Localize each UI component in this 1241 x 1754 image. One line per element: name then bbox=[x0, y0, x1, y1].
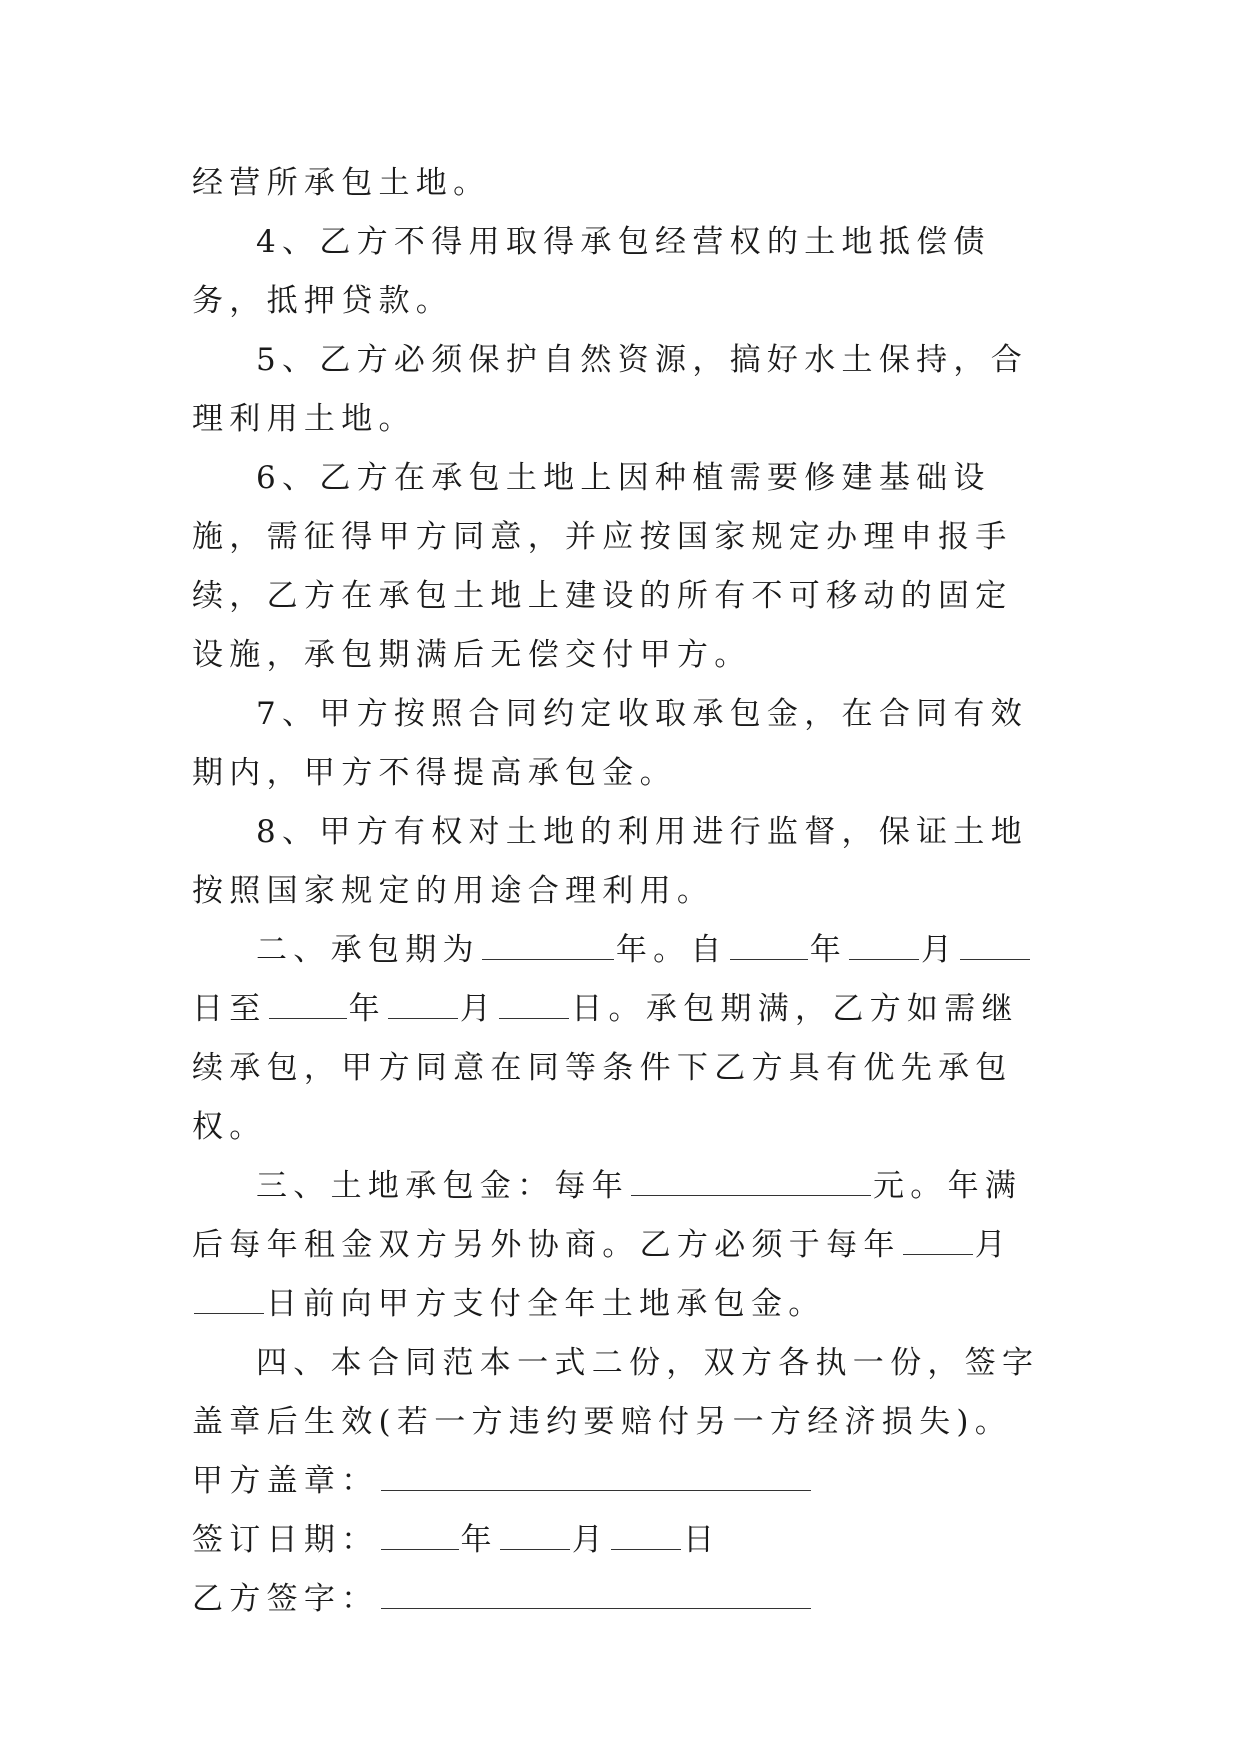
sign-month-text: 月 bbox=[571, 1522, 610, 1558]
start-month-blank[interactable] bbox=[849, 931, 919, 960]
party-b-sign-line bbox=[192, 1570, 1048, 1629]
clause-7: 7、甲方按照合同约定收取承包金，在合同有效期内，甲方不得提高承包金。 bbox=[192, 696, 1029, 791]
party-b-sign-blank[interactable] bbox=[381, 1580, 811, 1609]
sign-year-blank[interactable] bbox=[381, 1521, 459, 1550]
section-2-prefix: 二、承包期为 bbox=[256, 932, 480, 968]
section-3-tail: 日前向甲方支付全年土地承包金。 bbox=[266, 1286, 826, 1322]
party-a-seal-line bbox=[192, 1452, 1048, 1511]
paragraph-continuation: 经营所承包土地。 bbox=[192, 165, 491, 201]
section-2-term bbox=[192, 921, 1048, 1157]
section-2-month-text: 月 bbox=[921, 932, 959, 968]
clause-5: 5、乙方必须保护自然资源，搞好水土保持，合理利用土地。 bbox=[192, 342, 1029, 437]
section-2-tail: 日。承包期满，乙方如需继续承包，甲方同意在同等条件下乙方具有优先承包权。 bbox=[192, 991, 1019, 1145]
start-year-blank[interactable] bbox=[730, 931, 808, 960]
payment-day-blank[interactable] bbox=[194, 1285, 264, 1314]
end-year-blank[interactable] bbox=[269, 990, 347, 1019]
section-3-mid: 元。年满后每年租金双方另外协商。乙方必须于每年 bbox=[192, 1168, 1023, 1263]
sign-date-line bbox=[192, 1511, 1048, 1570]
party-a-seal-label: 甲方盖章： bbox=[192, 1463, 379, 1499]
start-day-blank[interactable] bbox=[960, 931, 1030, 960]
section-3-prefix: 三、土地承包金：每年 bbox=[256, 1168, 629, 1204]
sign-date-label: 签订日期： bbox=[192, 1522, 379, 1558]
party-a-seal-blank[interactable] bbox=[381, 1462, 811, 1491]
annual-fee-blank[interactable] bbox=[631, 1167, 871, 1196]
section-2-year2-text: 年 bbox=[809, 932, 848, 968]
sign-month-blank[interactable] bbox=[500, 1521, 570, 1550]
clause-8: 8、甲方有权对土地的利用进行监督，保证土地按照国家规定的用途合理利用。 bbox=[192, 814, 1029, 909]
sign-year-text: 年 bbox=[460, 1522, 498, 1558]
clause-4: 4、乙方不得用取得承包经营权的土地抵偿债务，抵押贷款。 bbox=[192, 224, 991, 319]
section-4-copies: 四、本合同范本一式二份，双方各执一份，签字盖章后生效(若一方违约要赔付另一方经济损失)。 bbox=[192, 1345, 1040, 1440]
term-length-blank[interactable] bbox=[482, 931, 614, 960]
party-b-sign-label: 乙方签字： bbox=[192, 1581, 379, 1617]
section-2-year3-text: 年 bbox=[348, 991, 386, 1027]
sign-day-text: 日 bbox=[683, 1522, 721, 1558]
end-day-blank[interactable] bbox=[499, 990, 569, 1019]
section-3-fee bbox=[192, 1157, 1048, 1334]
clause-6: 6、乙方在承包土地上因种植需要修建基础设施，需征得甲方同意，并应按国家规定办理申报手续，乙方在承包土地上建设的所有不可移动的固定设施，承包期满后无偿交付甲方。 bbox=[192, 460, 1013, 673]
section-2-day-to-text: 日至 bbox=[192, 991, 267, 1027]
end-month-blank[interactable] bbox=[388, 990, 458, 1019]
section-2-year-text: 年。自 bbox=[615, 932, 728, 968]
sign-day-blank[interactable] bbox=[611, 1521, 681, 1550]
contract-body bbox=[192, 154, 1048, 1629]
section-2-month2-text: 月 bbox=[459, 991, 498, 1027]
payment-month-blank[interactable] bbox=[903, 1226, 973, 1255]
section-3-month-text: 月 bbox=[974, 1227, 1013, 1263]
